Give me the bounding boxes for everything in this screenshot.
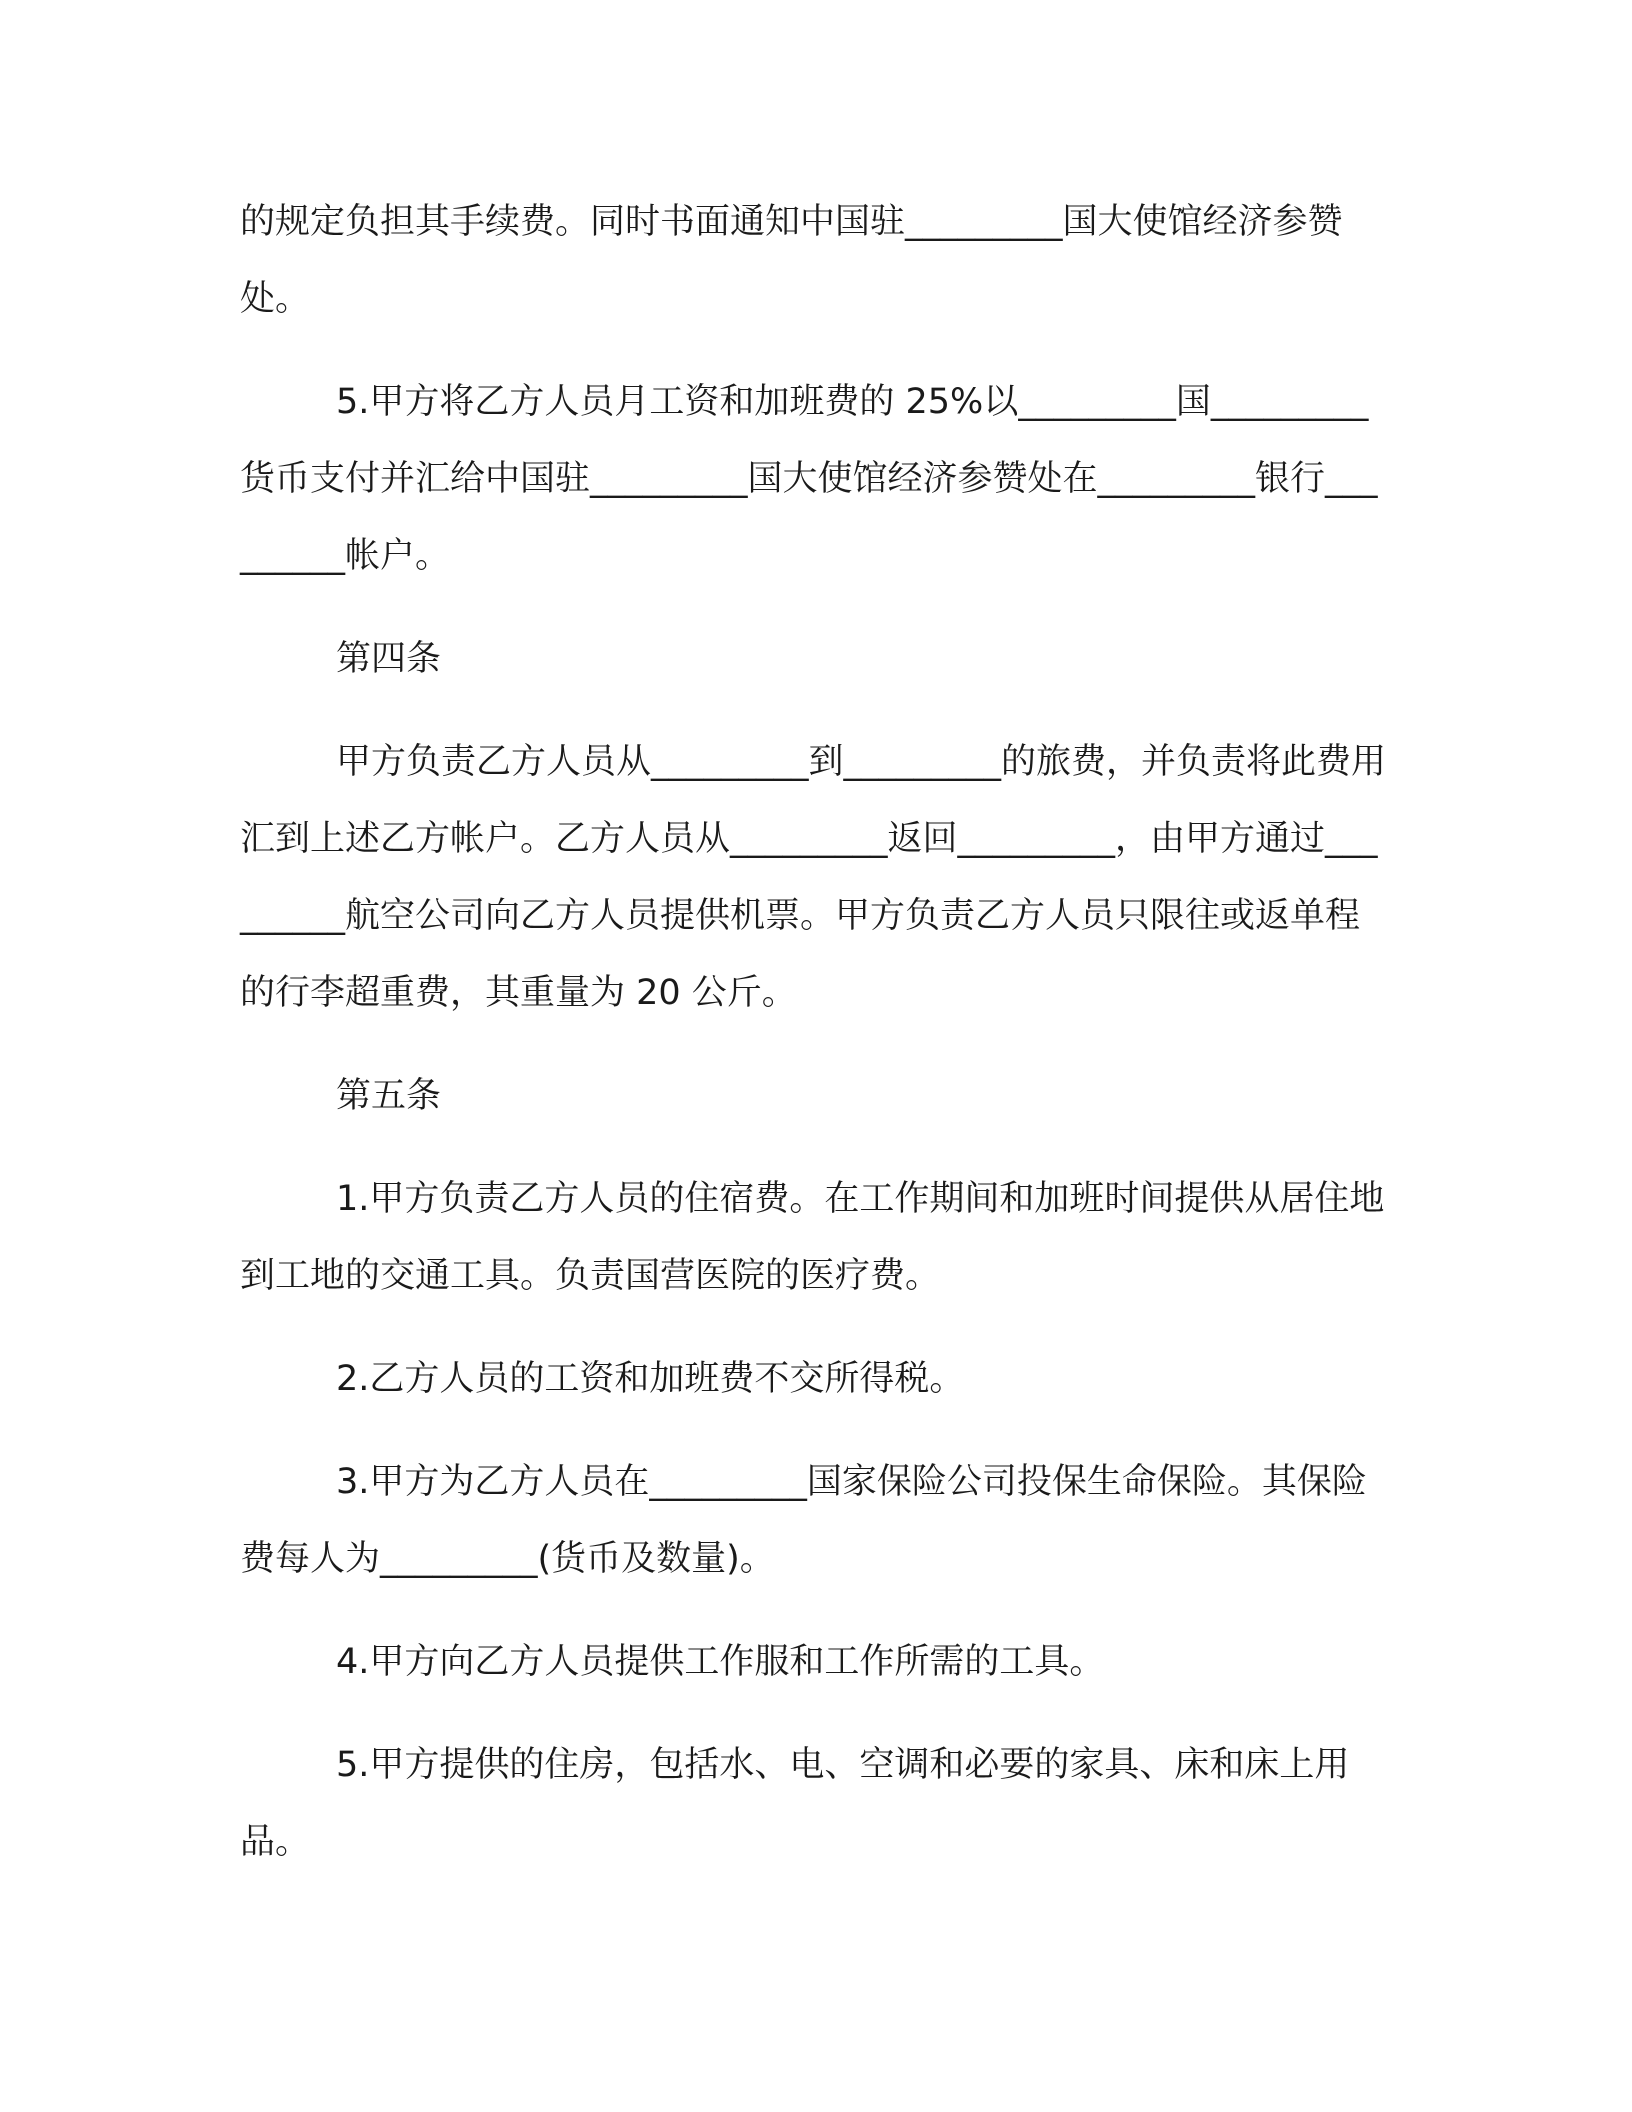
paragraph-item-4-workwear: 4.甲方向乙方人员提供工作服和工作所需的工具。 <box>336 1642 1105 1682</box>
paragraph-item-5-salary-remittance: 5.甲方将乙方人员月工资和加班费的 25%以_________国_________货币支付并汇给中国驻_________国大使馆经济参赞处在_________银行_________帐户。 <box>240 382 1378 576</box>
section-heading-article-5: 第五条 <box>336 1076 442 1116</box>
paragraph-article-4-travel: 甲方负责乙方人员从_________到_________的旅费，并负责将此费用汇到上述乙方帐户。乙方人员从_________返回_________，由甲方通过_________航空公司向乙方人员提供机票。甲方负责乙方人员只限往或返单程的行李超重费，其重量为 20 公斤。 <box>240 742 1387 1013</box>
section-heading-article-4: 第四条 <box>336 639 442 679</box>
document-body <box>240 184 1388 1881</box>
paragraph-item-2-tax: 2.乙方人员的工资和加班费不交所得税。 <box>336 1359 965 1399</box>
paragraph-continuation: 的规定负担其手续费。同时书面通知中国驻_________国大使馆经济参赞处。 <box>240 202 1343 319</box>
paragraph-item-3-insurance: 3.甲方为乙方人员在_________国家保险公司投保生命保险。其保险费每人为_________(货币及数量)。 <box>240 1462 1367 1579</box>
paragraph-item-1-accommodation: 1.甲方负责乙方人员的住宿费。在工作期间和加班时间提供从居住地到工地的交通工具。负责国营医院的医疗费。 <box>240 1179 1385 1296</box>
paragraph-item-5-housing: 5.甲方提供的住房，包括水、电、空调和必要的家具、床和床上用品。 <box>240 1745 1350 1862</box>
